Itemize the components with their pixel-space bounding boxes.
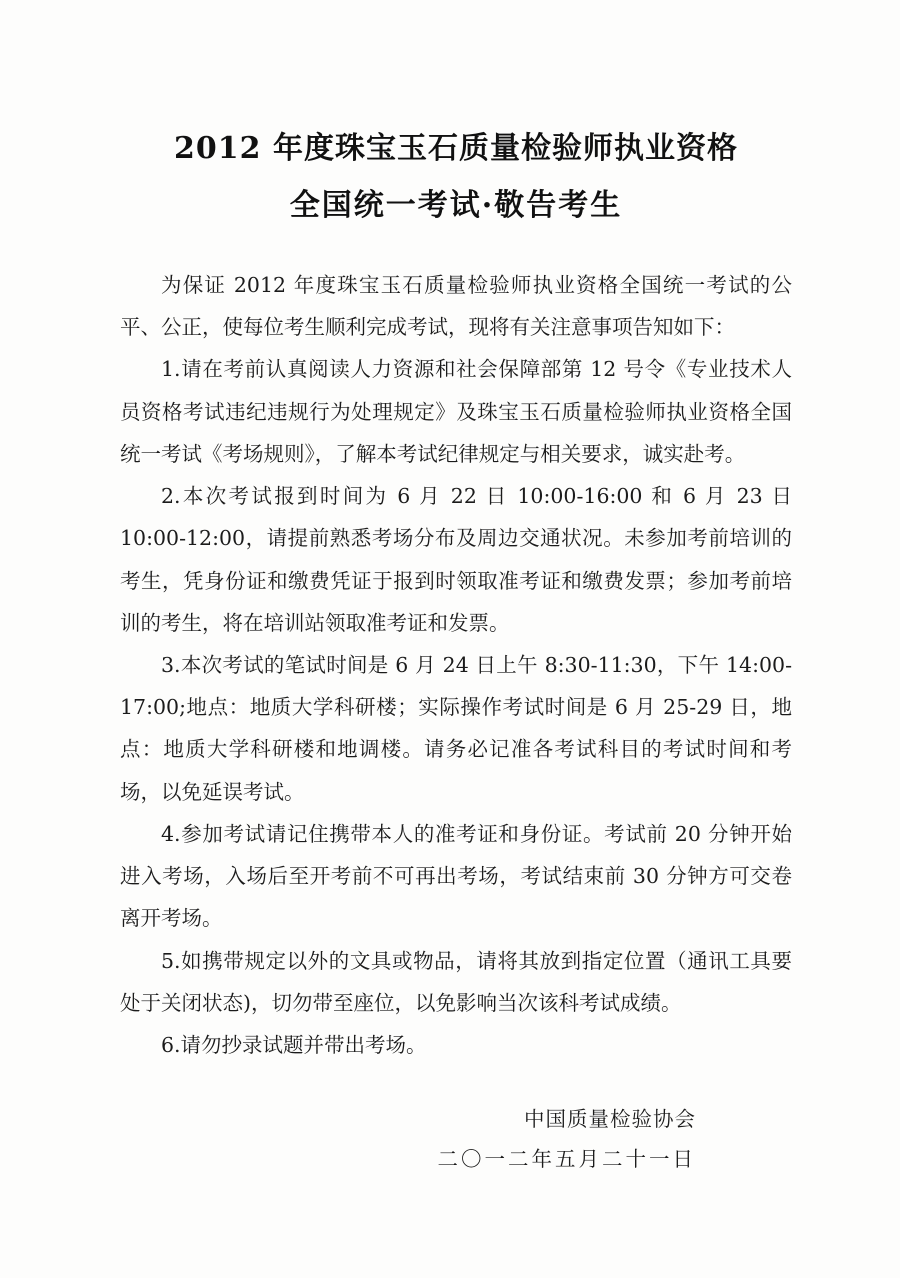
paragraph-item-1: 1.请在考前认真阅读人力资源和社会保障部第 12 号令《专业技术人员资格考试违纪违规行为处理规定》及珠宝玉石质量检验师执业资格全国统一考试《考场规则》，了解本考试纪律规定与相关要求，诚实赴考。: [120, 357, 792, 466]
paragraph-intro: 为保证 2012 年度珠宝玉石质量检验师执业资格全国统一考试的公平、公正，使每位考生顺利完成考试，现将有关注意事项告知如下：: [120, 273, 792, 340]
signature-date: 二〇一二年五月二十一日: [437, 1147, 696, 1172]
paragraph-item-5: 5.如携带规定以外的文具或物品，请将其放到指定位置（通讯工具要处于关闭状态)，切勿带至座位，以免影响当次该科考试成绩。: [120, 948, 792, 1015]
document-body: [120, 264, 792, 1066]
signature-block: [120, 1100, 792, 1180]
paragraph-item-4: 4.参加考试请记住携带本人的准考证和身份证。考试前 20 分钟开始进入考场，入场后至开考前不可再出考场，考试结束前 30 分钟方可交卷离开考场。: [120, 821, 792, 931]
page-title: [120, 120, 792, 234]
title-line-1: 2012 年度珠宝玉石质量检验师执业资格: [174, 131, 738, 166]
paragraph-item-2: 2.本次考试报到时间为 6 月 22 日 10:00-16:00 和 6 月 23 日 10:00-12:00，请提前熟悉考场分布及周边交通状况。未参加考前培训的考生，凭身份证和缴费凭证于报到时领取准考证和缴费发票；参加考前培训的考生，将在培训站领取准考证和发票。: [120, 484, 792, 635]
signature-organization: 中国质量检验协会: [524, 1107, 696, 1132]
paragraph-item-3: 3.本次考试的笔试时间是 6 月 24 日上午 8:30-11:30，下午 14:00-17:00;地点：地质大学科研楼；实际操作考试时间是 6 月 25-29 日，地点：地质大学科研楼和地调楼。请务必记准各考试科目的考试时间和考场，以免延误考试。: [120, 652, 792, 804]
paragraph-item-6: 6.请勿抄录试题并带出考场。: [161, 1032, 427, 1057]
title-line-2: 全国统一考试·敬告考生: [289, 188, 623, 223]
